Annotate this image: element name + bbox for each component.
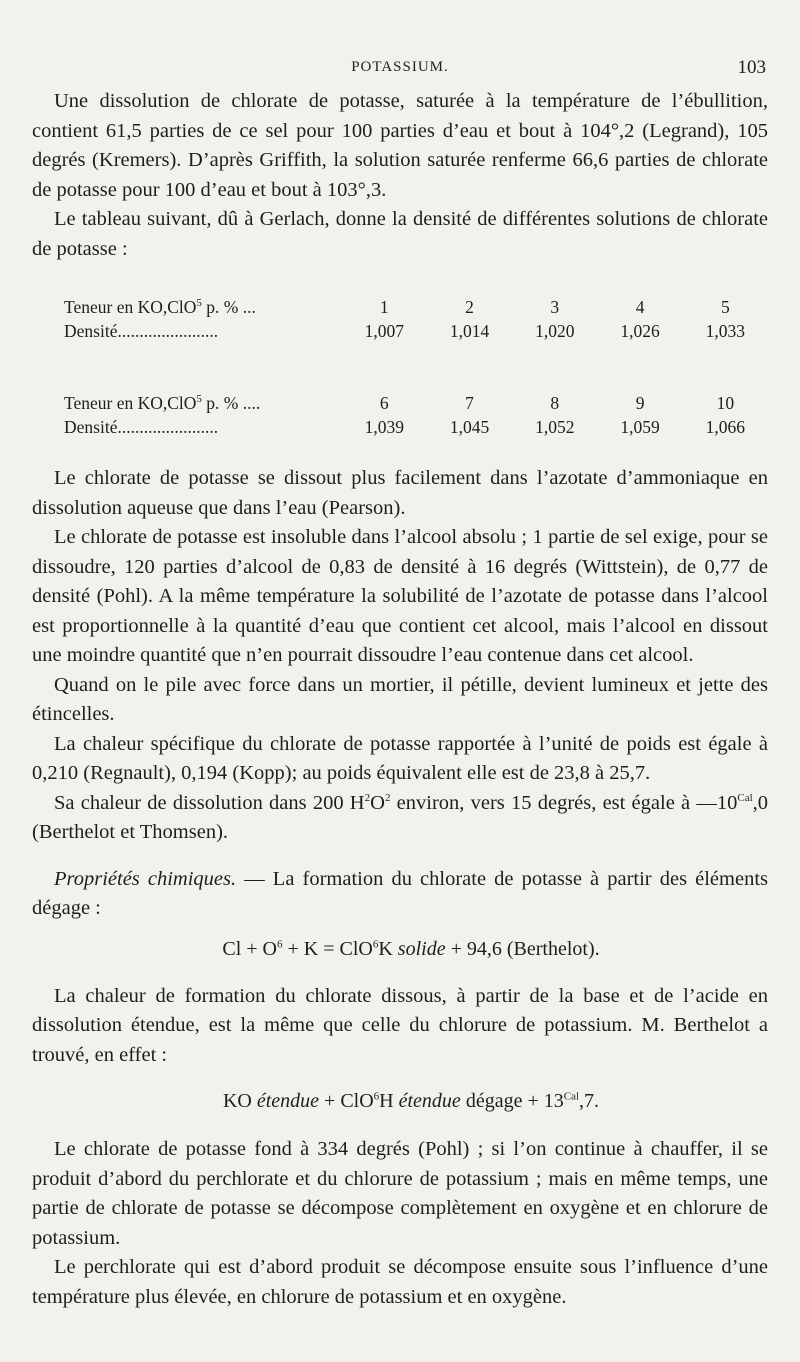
table-cell: 1,045 xyxy=(449,417,490,437)
table-cell: 1,020 xyxy=(535,321,575,341)
paragraph-dissolved-chlorate: La chaleur de formation du chlorate dissous, à partir de la base et de l’acide en dissolution étendue, est la même que celle du chlorure de potassium. M. Berthelot a trouvé, en effet : xyxy=(32,984,768,1066)
paragraph-perchlorate: Le perchlorate qui est d’abord produit se décompose ensuite sous l’influence d’une température plus élevée, en chlorure de potassium et en oxygène. xyxy=(32,1256,768,1308)
paragraph-alcohol-solubility: Le chlorate de potasse est insoluble dans l’alcool absolu ; 1 partie de sel exige, pour se dissoudre, 120 parties d’alcool de 0,83 de densité à 16 degrés (Wittstein), de 0,77 de densité (Pohl). A la même température la solubilité de l’azotate de potasse dans l’alcool est proportionnelle à la quantité d’eau que contient cet alcool, mais l’alcool en dissout une moindre quantité que n’en pourrait dissoudre l’eau contenue dans cet alcool. xyxy=(32,526,768,666)
density-table xyxy=(32,295,768,439)
table-cell: 3 xyxy=(550,297,560,317)
densite-label: Densité....................... xyxy=(64,417,219,437)
densite-label: Densité....................... xyxy=(64,321,219,341)
table-cell: 2 xyxy=(465,297,474,317)
equation-neutralization: KO étendue + ClO$^6$H étendue dégage + $13^{Cal},7$. xyxy=(222,1090,600,1112)
equation-formation: $Cl + O^6 + K = ClO^6K$ solide + 94,6 (Berthelot). xyxy=(222,937,600,960)
table-cell: 4 xyxy=(635,297,645,317)
table-cell: 1 xyxy=(379,297,389,317)
teneur-label: Teneur en KO,ClO$^5$ p. % .... xyxy=(64,393,261,413)
table-cell: 9 xyxy=(635,393,645,413)
table-cell: 1,026 xyxy=(620,321,660,341)
table-cell: 1,039 xyxy=(364,417,404,437)
table-cell: 1,059 xyxy=(620,417,660,437)
table-cell: 6 xyxy=(379,393,389,413)
table-cell: 10 xyxy=(716,393,735,413)
paragraph-chemical-properties: Propriétés chimiques. — La formation du chlorate de potasse à partir des éléments dégage : xyxy=(32,867,768,919)
table-row-teneur-2 xyxy=(32,391,768,415)
paragraph-ammonium-nitrate: Le chlorate de potasse se dissout plus facilement dans l’azotate d’ammoniaque en dissolution aqueuse que dans l’eau (Pearson). xyxy=(32,467,768,519)
table-cell: 5 xyxy=(720,297,730,317)
paragraph-dissolution-heat: Sa chaleur de dissolution dans 200 $H^2O^2$ environ, vers 15 degrés, est égale à $—10^{Cal},0$ (Berthelot et Thomsen). xyxy=(32,791,769,843)
table-cell: 7 xyxy=(465,393,474,413)
paragraph-saturated-solution: Une dissolution de chlorate de potasse, saturée à la température de l’ébullition, contient 61,5 parties de ce sel pour 100 parties d’eau et bout à 104°,2 (Legrand), 105 degrés (Kremers). D’après Griffith, la solution saturée renferme 66,6 parties de chlorate de potasse pour 100 d’eau et bout à 103°,3. xyxy=(32,90,768,201)
table-row-densite-1 xyxy=(32,319,768,343)
paragraph-mortar: Quand on le pile avec force dans un mortier, il pétille, devient lumineux et jette des étincelles. xyxy=(32,673,768,725)
teneur-label: Teneur en KO,ClO$^5$ p. % ... xyxy=(64,297,256,317)
page-number: 103 xyxy=(737,57,766,78)
table-cell: 1,007 xyxy=(364,321,404,341)
table-cell: 1,014 xyxy=(449,321,490,341)
running-head xyxy=(0,57,800,81)
paragraph-melting: Le chlorate de potasse fond à 334 degrés (Pohl) ; si l’on continue à chauffer, il se produit d’abord du perchlorate et du chlorure de potassium ; mais en même temps, une partie de chlorate de potasse se décompose complètement en oxygène et en chlorure de potassium. xyxy=(32,1138,768,1249)
running-head-title: POTASSIUM. xyxy=(351,59,449,75)
section-heading: Propriétés chimiques. xyxy=(54,867,237,890)
table-row-teneur-1 xyxy=(32,295,768,319)
table-cell: 1,052 xyxy=(535,417,575,437)
table-cell: 1,033 xyxy=(705,321,746,341)
page-body xyxy=(32,87,768,1312)
table-cell: 8 xyxy=(550,393,560,413)
table-cell: 1,066 xyxy=(705,417,746,437)
paragraph-specific-heat: La chaleur spécifique du chlorate de potasse rapportée à l’unité de poids est égale à 0,210 (Regnault), 0,194 (Kopp); au poids équivalent elle est de 23,8 à 25,7. xyxy=(32,732,768,784)
paragraph-table-intro: Le tableau suivant, dû à Gerlach, donne la densité de différentes solutions de chlorate de potasse : xyxy=(32,208,768,260)
table-row-densite-2 xyxy=(32,415,768,439)
